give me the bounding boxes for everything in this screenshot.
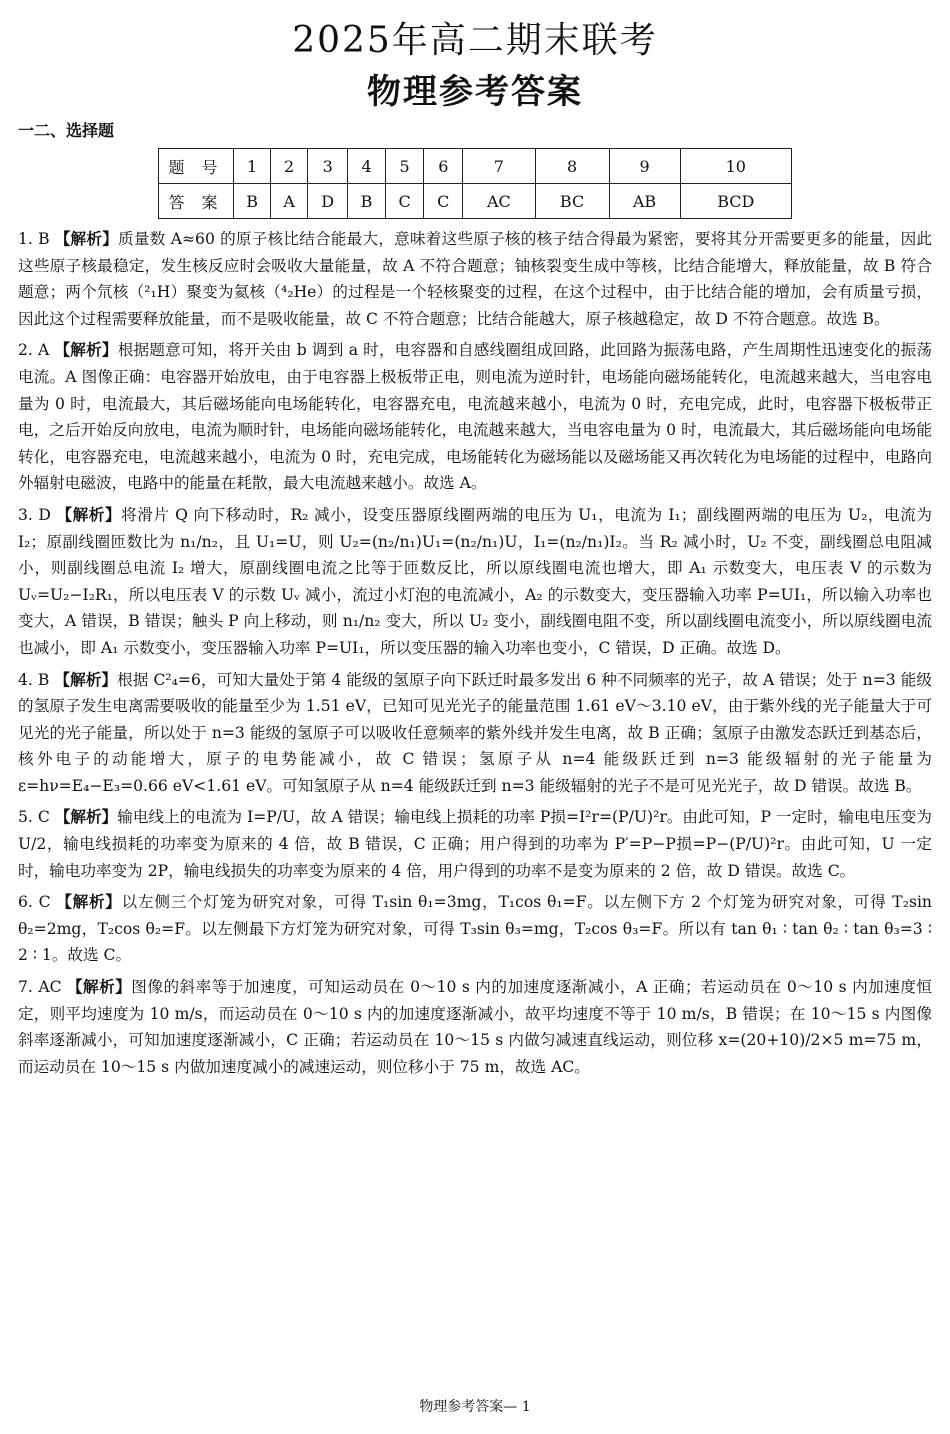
analysis-tag: 【解析】 bbox=[56, 505, 122, 524]
question-number-cell: 2 bbox=[271, 149, 308, 184]
question-number-cell: 8 bbox=[535, 149, 609, 184]
page-footer: 物理参考答案— 1 bbox=[419, 1399, 531, 1415]
solution-text: 以左侧三个灯笼为研究对象，可得 T₁sin θ₁=3mg，T₁cos θ₁=F。以左侧下方 2 个灯笼为研究对象，可得 T₂sin θ₂=2mg，T₂cos θ₂=F。以左侧最下方灯笼为研究对象，可得 T₃sin θ₃=mg，T₂cos θ₃=F。所以有 tan θ₁ ∶ tan θ₂ ∶ tan θ₃=3 ∶ 2 ∶ 1。故选 C。 bbox=[18, 893, 932, 965]
analysis-tag: 【解析】 bbox=[66, 978, 132, 997]
solution-text: 根据 C²₄=6，可知大量处于第 4 能级的氢原子向下跃迁时最多发出 6 种不同频率的光子，故 A 错误；处于 n=3 能级的氢原子发生电离需要吸收的能量至少为 1.51 eV，已知可见光光子的能量范围 1.61 eV～3.10 eV，由于紫外线的光子能量大于可见光的光子能量，所以处于 n=3 能级的氢原子可以吸收任意频率的紫外线并发生电离，故 B 正确；氢原子由激发态跃迁到基态后，核外电子的动能增大，原子的电势能减小，故 C 错误；氢原子从 n=4 能级跃迁到 n=3 能级辐射的光子能量为 ε=hν=E₄−E₃=0.66 eV<1.61 eV。可知氢原子从 n=4 能级跃迁到 n=3 能级辐射的光子不是可见光光子，故 D 错误。故选 B。 bbox=[18, 670, 932, 795]
question-label: 4. B bbox=[18, 670, 50, 689]
analysis-tag: 【解析】 bbox=[54, 230, 119, 248]
solutions-body bbox=[18, 226, 932, 1085]
solution-text: 质量数 A≈60 的原子核比结合能最大，意味着这些原子核的核子结合得最为紧密，要将其分开需要更多的能量，因此这些原子核最稳定，发生核反应时会吸收大量能量，故 A 不符合题意；铀核裂变生成中等核，比结合能增大，释放能量，故 B 符合题意；两个氘核（²₁H）聚变为氦核（⁴₂He）的过程是一个轻核聚变的过程，在这个过程中，由于比结合能的增加，会有质量亏损，因此这个过程需要释放能量，而不是吸收能量，故 C 不符合题意；比结合能越大，原子核越稳定，故 D 不符合题意。故选 B。 bbox=[18, 230, 932, 328]
section-heading: 一二、选择题 bbox=[18, 121, 115, 140]
question-label: 7. AC bbox=[18, 978, 62, 997]
answer-cell: B bbox=[234, 184, 271, 219]
question-number-cell: 7 bbox=[463, 149, 535, 184]
page-title: 2025年高二期末联考 bbox=[292, 20, 658, 61]
solution-item bbox=[18, 337, 932, 497]
answer-table bbox=[158, 148, 792, 219]
question-number-cell: 3 bbox=[308, 149, 348, 184]
page-subtitle: 物理参考答案 bbox=[367, 72, 583, 112]
solution-text: 输电线上的电流为 I=P/U，故 A 错误；输电线上损耗的功率 P损=I²r=(P/U)²r。由此可知，P 一定时，输电电压变为 U/2，输电线损耗的功率变为原来的 4 倍，故 B 错误，C 正确；用户得到的功率为 P′=P−P损=P−(P/U)²r。由此可知，U 一定时，输电功率变为 2P，输电线损失的功率变为原来的 4 倍，用户得到的功率不是变为原来的 2 倍，故 D 错误。故选 C。 bbox=[18, 808, 932, 880]
answer-cell: A bbox=[271, 184, 308, 219]
answer-cell: D bbox=[308, 184, 348, 219]
solution-item bbox=[18, 804, 932, 884]
question-label: 3. D bbox=[18, 505, 51, 524]
analysis-tag: 【解析】 bbox=[54, 341, 118, 360]
analysis-tag: 【解析】 bbox=[54, 670, 118, 689]
question-number-cell: 1 bbox=[234, 149, 271, 184]
solution-item bbox=[18, 502, 932, 662]
table-row-answers bbox=[159, 184, 792, 219]
question-label: 6. C bbox=[18, 893, 51, 912]
answer-cell: BC bbox=[535, 184, 609, 219]
analysis-tag: 【解析】 bbox=[56, 893, 122, 912]
solution-item bbox=[18, 226, 932, 332]
solution-text: 根据题意可知，将开关由 b 调到 a 时，电容器和自感线圈组成回路，此回路为振荡电路，产生周期性迅速变化的振荡电流。A 图像正确：电容器开始放电，由于电容器上极板带正电，则电流为逆时针，电场能向磁场能转化，电流越来越大，当电容电量为 0 时，电流最大，其后磁场能向电场能转化，电容器充电，电流越来越小，电流为 0 时，充电完成，此时，电容器下极板带正电，之后开始反向放电，电流为顺时针，电场能向磁场能转化，电流越来越大，当电容电量为 0 时，电流最大，其后磁场能向电场能转化，电容器充电，电流越来越小，电流为 0 时，充电完成，电场能转化为磁场能以及磁场能又再次转化为电场能的过程中，电路向外辐射电磁波，电路中的能量在耗散，最大电流越来越小。故选 A。 bbox=[18, 341, 932, 493]
answer-cell: AB bbox=[609, 184, 680, 219]
answer-cell: C bbox=[385, 184, 424, 219]
table-header-cell: 题 号 bbox=[159, 149, 234, 184]
question-label: 1. B bbox=[18, 230, 50, 248]
question-number-cell: 5 bbox=[385, 149, 424, 184]
question-label: 2. A bbox=[18, 341, 50, 360]
question-number-cell: 10 bbox=[680, 149, 791, 184]
solution-item bbox=[18, 974, 932, 1080]
answer-cell: C bbox=[424, 184, 463, 219]
solution-text: 将滑片 Q 向下移动时，R₂ 减小，设变压器原线圈两端的电压为 U₁，电流为 I₁；副线圈两端的电压为 U₂，电流为 I₂；原副线圈匝数比为 n₁/n₂，且 U₁=U，则 U₂=(n₂/n₁)U₁=(n₂/n₁)U，I₁=(n₂/n₁)I₂。当 R₂ 减小时，U₂ 不变，副线圈总电阻减小，则副线圈总电流 I₂ 增大，原副线圈电流之比等于匝数反比，所以原线圈电流也增大，即 A₁ 示数变大，电压表 V 的示数为 Uᵥ=U₂−I₂R₁，所以电压表 V 的示数 Uᵥ 减小，流过小灯泡的电流减小，A₂ 的示数变大，变压器输入功率 P=UI₁，所以输入功率也变大，A 错误，B 错误；触头 P 向上移动，则 n₁/n₂ 变大，所以 U₂ 变小，副线圈电阻不变，所以副线圈电流变小，所以原线圈电流也减小，即 A₁ 示数变小，变压器输入功率 P=UI₁，所以变压器的输入功率也变小，C 错误，D 正确。故选 D。 bbox=[18, 505, 932, 657]
question-number-cell: 4 bbox=[348, 149, 385, 184]
question-number-cell: 6 bbox=[424, 149, 463, 184]
question-label: 5. C bbox=[18, 808, 50, 827]
solution-text: 图像的斜率等于加速度，可知运动员在 0～10 s 内的加速度逐渐减小，A 正确；若运动员在 0～10 s 内加速度恒定，则平均速度为 10 m/s，而运动员在 0～10 s 内的加速度逐渐减小，故平均速度不等于 10 m/s，B 错误；在 10～15 s 内图像斜率逐渐减小，可知加速度逐渐减小，C 正确；若运动员在 10～15 s 内做匀减速直线运动，则位移 x=(20+10)/2×5 m=75 m，而运动员在 10～15 s 内做加速度减小的减速运动，则位移小于 75 m，故选 AC。 bbox=[18, 978, 932, 1076]
answer-cell: AC bbox=[463, 184, 535, 219]
table-row-numbers bbox=[159, 149, 792, 184]
solution-item bbox=[18, 667, 932, 800]
answer-cell: BCD bbox=[680, 184, 791, 219]
analysis-tag: 【解析】 bbox=[54, 808, 118, 827]
question-number-cell: 9 bbox=[609, 149, 680, 184]
solution-item bbox=[18, 889, 932, 969]
table-header-cell: 答 案 bbox=[159, 184, 234, 219]
answer-cell: B bbox=[348, 184, 385, 219]
